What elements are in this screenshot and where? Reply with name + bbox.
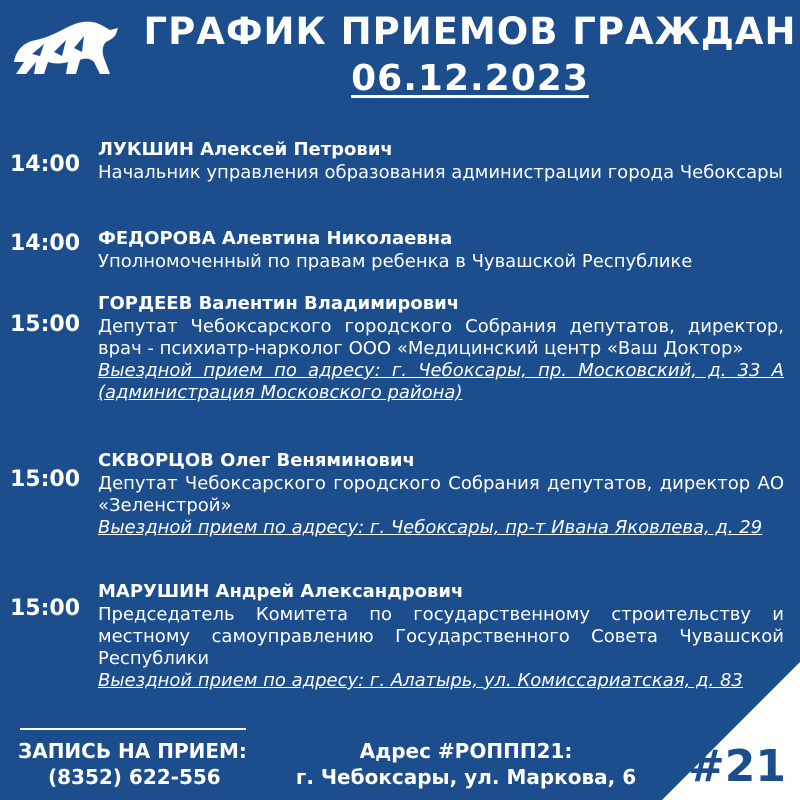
entry-name: МАРУШИН Андрей Александрович bbox=[98, 581, 464, 602]
bear-logo-icon bbox=[10, 14, 122, 80]
entry-position: Депутат Чебоксарского городского Собрания депутатов, директор, врач - психиатр-нарколог ООО «Медицинский центр «Ваш Доктор» bbox=[98, 316, 784, 359]
entry-body bbox=[98, 449, 784, 539]
entry-time: 15:00 bbox=[10, 596, 81, 621]
entry-name: ЛУКШИН Алексей Петрович bbox=[98, 139, 393, 160]
entry-position: Председатель Комитета по государственному строительству и местному самоуправлению Государственного Совета Чувашской Республики bbox=[98, 604, 784, 669]
entry-position: Начальник управления образования администрации города Чебоксары bbox=[98, 162, 783, 183]
schedule-date: 06.12.2023 bbox=[351, 58, 589, 99]
entry-address-note: Выездной прием по адресу: г. Алатырь, ул. Комиссариатская, д. 83 bbox=[98, 670, 743, 691]
entry-time: 15:00 bbox=[10, 467, 81, 492]
entry-time: 15:00 bbox=[10, 312, 81, 337]
booking-phone: (8352) 622-556 bbox=[48, 765, 221, 789]
entry-position: Уполномоченный по правам ребенка в Чувашской Республике bbox=[98, 251, 693, 272]
office-address-value: г. Чебоксары, ул. Маркова, 6 bbox=[295, 765, 637, 789]
page-title: ГРАФИК ПРИЕМОВ ГРАЖДАН bbox=[143, 10, 797, 53]
entry-name: ФЕДОРОВА Алевтина Николаевна bbox=[98, 228, 453, 249]
entry-body bbox=[98, 227, 784, 273]
corner-tag: #21 bbox=[687, 741, 786, 792]
entry-body bbox=[98, 138, 784, 184]
entry-time: 14:00 bbox=[10, 152, 81, 177]
entry-address-note: Выездной прием по адресу: г. Чебоксары, пр. Московский, д. 33 А (администрация Московского района) bbox=[98, 360, 784, 403]
entry-body bbox=[98, 292, 784, 404]
entry-name: СКВОРЦОВ Олег Веняминович bbox=[98, 450, 415, 471]
booking-label: ЗАПИСЬ НА ПРИЕМ: bbox=[18, 739, 247, 763]
entry-time: 14:00 bbox=[10, 231, 81, 256]
office-address-label: Адрес #РОППП21: bbox=[359, 739, 573, 763]
entry-address-note: Выездной прием по адресу: г. Чебоксары, пр-т Ивана Яковлева, д. 29 bbox=[98, 517, 763, 538]
entry-position: Депутат Чебоксарского городского Собрания депутатов, директор АО «Зеленстрой» bbox=[98, 473, 784, 516]
entry-name: ГОРДЕЕВ Валентин Владимирович bbox=[98, 293, 460, 314]
footer-divider bbox=[20, 728, 246, 730]
